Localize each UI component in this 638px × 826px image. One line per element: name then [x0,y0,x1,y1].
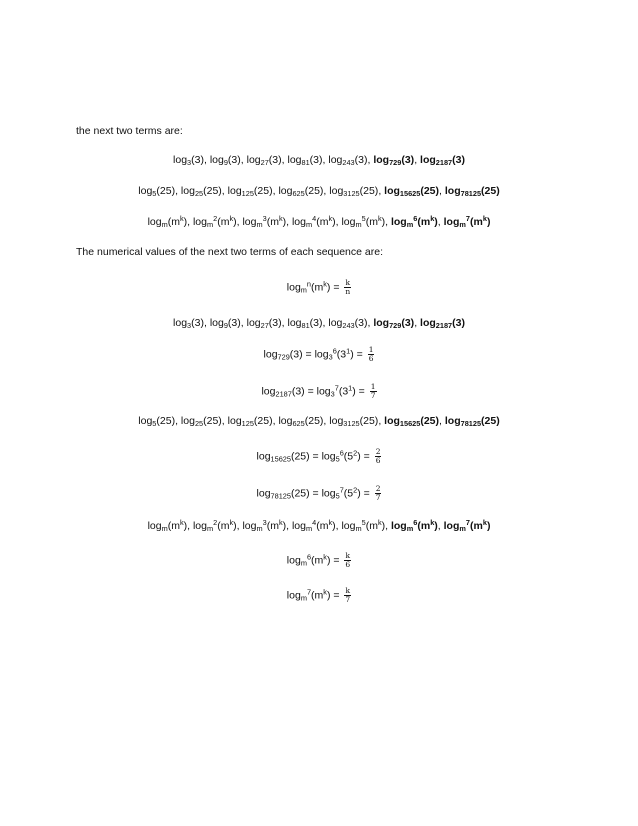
fraction: $\frac{k}{n}$ [345,278,351,296]
equation-log2187: $\log_{2187}(3) = \log_3^7(3^1)$ = $\frac{1}{7}$ [261,382,376,400]
next-term: $\log_m^7(m^k)$ [443,518,491,533]
equation-log78125: $\log_{78125}(25) = \log_5^7(5^2)$ = $\frac{2}{7}$ [256,484,381,502]
fraction: $\frac{k}{6}$ [345,551,351,569]
sequence-base5: $\log_5(25)$, $\log_{25}(25)$, $\log_{125}(25)$, $\log_{625}(25)$, $\log_{3125}(25)$, $\log_{15625}(25)$, $\log_{78125}(25)$ [138,185,500,198]
next-term: $\log_m^7(m^k)$ [443,214,491,229]
sequence-base3-repeat: $\log_3(3)$, $\log_9(3)$, $\log_{27}(3)$, $\log_{81}(3)$, $\log_{243}(3)$, $\log_{729}(3)$, $\log_{2187}(3)$ [173,317,465,330]
general-formula: $\log_m^n(m^k)$ = $\frac{k}{n}$ [286,278,351,296]
next-term: $\log_{78125}(25)$ [444,185,500,198]
sequence-base5-repeat: $\log_5(25)$, $\log_{25}(25)$, $\log_{125}(25)$, $\log_{625}(25)$, $\log_{3125}(25)$, $\log_{15625}(25)$, $\log_{78125}(25)$ [138,415,500,428]
next-term: $\log_{2187}(3)$ [420,154,465,167]
values-heading: The numerical values of the next two terms of each sequence are: [76,246,383,258]
intro-text: the next two terms are: [76,125,183,137]
next-term: $\log_{729}(3)$ [373,154,415,167]
next-term: $\log_{729}(3)$ [373,317,415,330]
next-term: $\log_{15625}(25)$ [384,185,440,198]
next-term: $\log_m^6(m^k)$ [390,518,438,533]
equation-logm7: $\log_m^7(m^k)$ = $\frac{k}{7}$ [286,586,351,604]
next-term: $\log_{2187}(3)$ [420,317,465,330]
next-term: $\log_{15625}(25)$ [384,415,440,428]
fraction: $\frac{2}{6}$ [375,447,381,465]
fraction: $\frac{1}{6}$ [368,345,374,363]
fraction: $\frac{k}{7}$ [345,586,351,604]
sequence-basem-repeat: $\log_m(m^k)$, $\log_m^2(m^k)$, $\log_m^3(m^k)$, $\log_m^4(m^k)$, $\log_m^5(m^k)$, $\log_m^6(m^k)$, $\log_m^7(m^k)$ [147,518,491,533]
equation-log729: $\log_{729}(3) = \log_3^6(3^1)$ = $\frac{1}{6}$ [263,345,374,363]
next-term: $\log_{78125}(25)$ [444,415,500,428]
fraction: $\frac{2}{7}$ [375,484,381,502]
fraction: $\frac{1}{7}$ [370,382,376,400]
next-term: $\log_m^6(m^k)$ [390,214,438,229]
equation-log15625: $\log_{15625}(25) = \log_5^6(5^2)$ = $\frac{2}{6}$ [256,447,381,465]
sequence-base3: $\log_3(3)$, $\log_9(3)$, $\log_{27}(3)$, $\log_{81}(3)$, $\log_{243}(3)$, $\log_{729}(3)$, $\log_{2187}(3)$ [173,154,465,167]
equation-logm6: $\log_m^6(m^k)$ = $\frac{k}{6}$ [286,551,351,569]
sequence-basem: $\log_m(m^k)$, $\log_m^2(m^k)$, $\log_m^3(m^k)$, $\log_m^4(m^k)$, $\log_m^5(m^k)$, $\log_m^6(m^k)$, $\log_m^7(m^k)$ [147,214,491,229]
